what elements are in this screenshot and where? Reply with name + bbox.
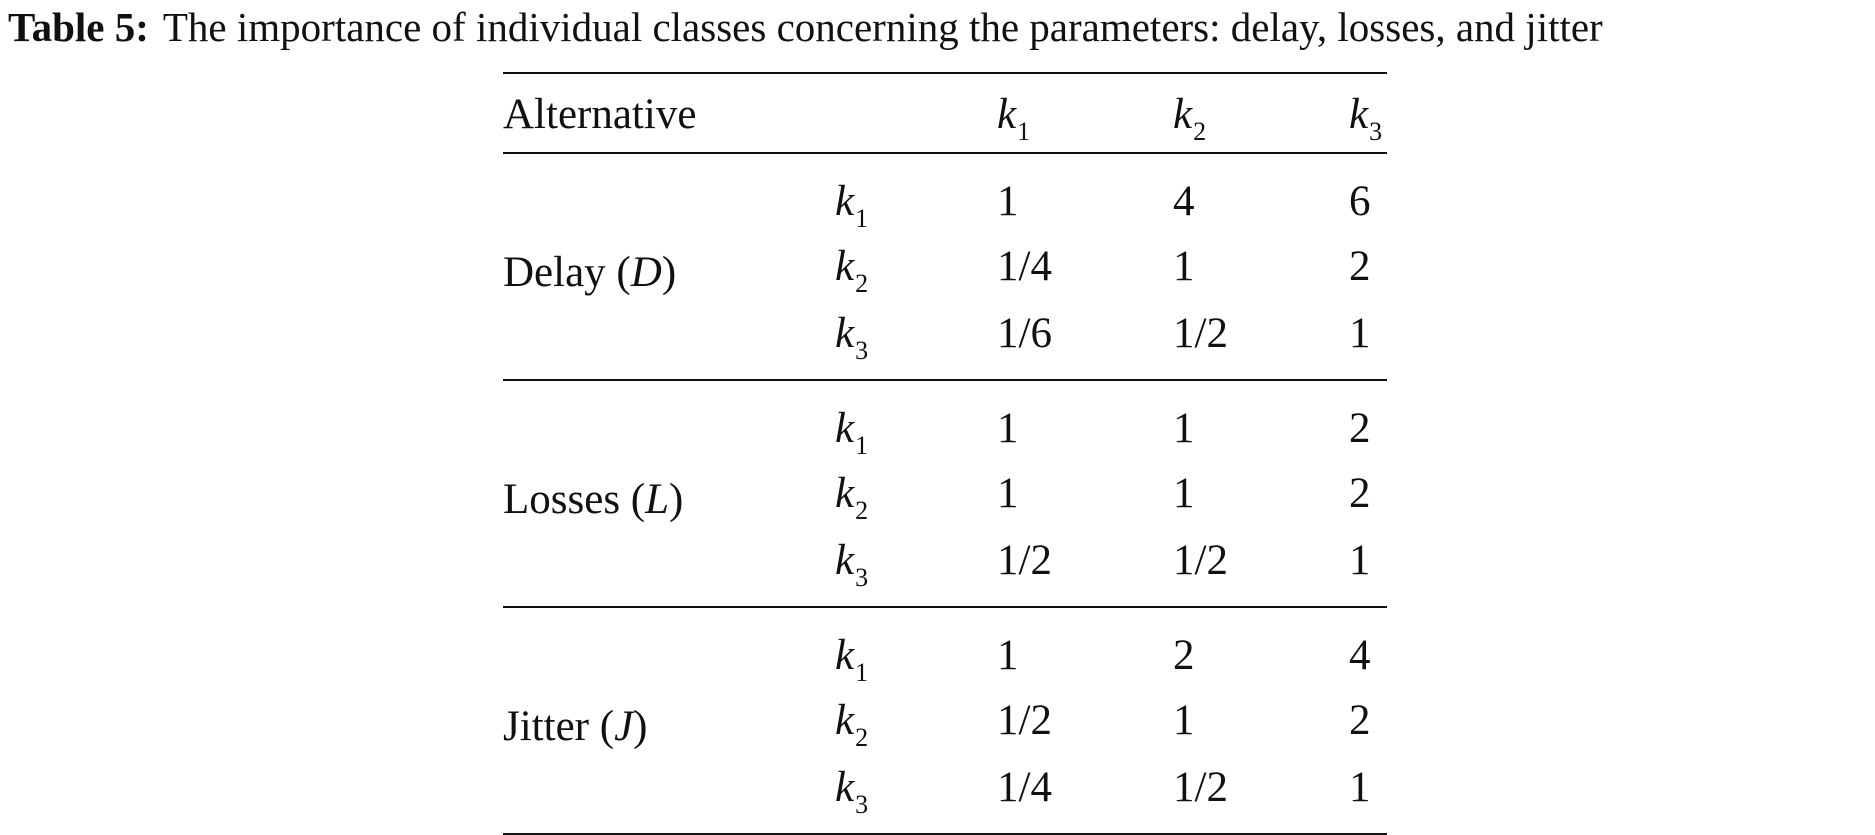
cell-value: 1: [997, 380, 1173, 463]
table-row: [503, 607, 1387, 690]
group-label: Losses (L): [503, 380, 835, 607]
cell-value: 4: [1173, 153, 1349, 236]
cell-value: 1/2: [1173, 536, 1228, 584]
row-variable: $k_2$: [835, 470, 869, 525]
row-variable: $k_1$: [835, 607, 997, 690]
cell-value: 1/2: [997, 536, 1052, 584]
group-label: Jitter (J): [503, 607, 835, 834]
table-row: [503, 153, 1387, 236]
header-col-k1: $k_1$: [997, 73, 1173, 153]
cell-value: 1: [1173, 243, 1195, 290]
cell-value: 4: [1349, 607, 1387, 690]
cell-value: 1/4: [997, 243, 1052, 290]
cell-value: 1: [997, 607, 1173, 690]
table-caption: [8, 2, 1868, 52]
header-col-k2: $k_2$: [1173, 73, 1349, 153]
header-row: [503, 73, 1387, 153]
row-variable: $k_1$: [835, 380, 997, 463]
caption-label: Table 5:: [8, 4, 149, 50]
importance-table: [503, 72, 1387, 835]
row-variable: $k_3$: [835, 536, 869, 592]
group-label: Delay (D): [503, 153, 835, 380]
cell-value: 2: [1349, 697, 1371, 744]
row-variable: $k_2$: [835, 697, 869, 752]
cell-value: 6: [1349, 153, 1387, 236]
header-blank: [835, 73, 997, 153]
table-body: [503, 153, 1387, 834]
cell-value: 2: [1173, 607, 1349, 690]
cell-value: 1: [1349, 751, 1387, 834]
cell-value: 1/2: [1173, 751, 1349, 834]
cell-value: 2: [1349, 470, 1371, 517]
cell-value: 1/2: [1173, 309, 1228, 357]
cell-value: 1: [1173, 697, 1195, 744]
cell-value: 2: [1349, 380, 1387, 463]
table-row: [503, 380, 1387, 463]
cell-value: 1: [997, 153, 1173, 236]
cell-value: 2: [1349, 243, 1371, 290]
cell-value: 1: [1173, 470, 1195, 517]
cell-value: 1/2: [997, 697, 1052, 744]
header-col-k3: $k_3$: [1349, 73, 1387, 153]
cell-value: 1: [1349, 309, 1371, 357]
row-variable: $k_3$: [835, 309, 869, 365]
cell-value: 1/6: [997, 309, 1052, 357]
header-alternative: Alternative: [503, 73, 835, 153]
cell-value: 1: [1349, 536, 1371, 584]
caption-text: The importance of individual classes concerning the parameters: delay, losses, and jitter: [162, 4, 1603, 50]
cell-value: 1/4: [997, 751, 1173, 834]
row-variable: $k_2$: [835, 243, 869, 298]
table-header: [503, 73, 1387, 153]
cell-value: 1: [997, 470, 1019, 517]
row-variable: $k_1$: [835, 153, 997, 236]
cell-value: 1: [1173, 380, 1349, 463]
row-variable: $k_3$: [835, 751, 997, 834]
